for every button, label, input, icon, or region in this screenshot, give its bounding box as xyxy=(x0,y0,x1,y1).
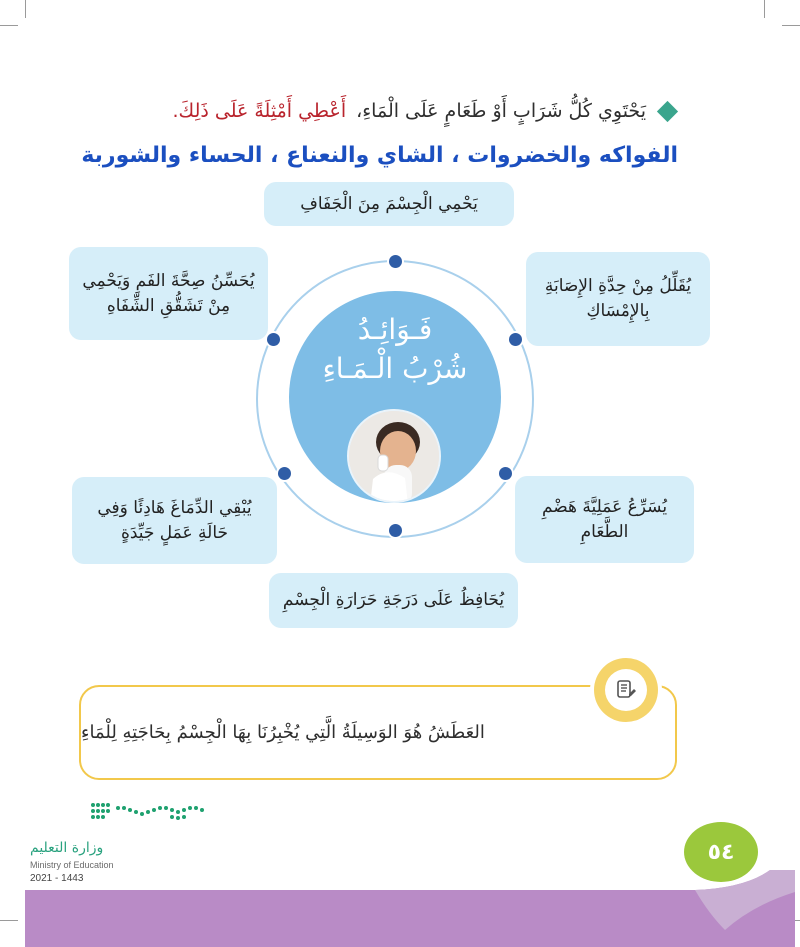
connector-dot-left-bottom xyxy=(278,467,291,480)
crop-mark-bottom-left-horizontal xyxy=(0,920,18,921)
benefit-text-right-top: يُقَلِّلُ مِنْ حِدَّةِ الإِصَابَةِ بِالإِمْسَاكِ xyxy=(544,276,692,321)
note-box xyxy=(79,685,677,780)
connector-dot-right-bottom xyxy=(499,467,512,480)
answer-text: الفواكه والخضروات ، الشاي والنعناع ، الحساء والشوربة xyxy=(81,143,678,168)
center-title-line-1: فَـوَائِـدُ xyxy=(357,313,433,346)
child-drinking-photo xyxy=(347,409,441,503)
question-line xyxy=(75,100,675,123)
crop-mark-top-right-vertical xyxy=(764,0,765,18)
connector-dot-top xyxy=(389,255,402,268)
ministry-year-text: 2021 - 1443 xyxy=(30,873,84,884)
note-text: العَطَشُ هُوَ الوَسِيلَةُ الَّتِي يُخْبِرُنَا بِهَا الْجِسْمُ بِحَاجَتِهِ لِلْمَاءِ xyxy=(81,722,485,743)
bottom-decorative-band xyxy=(25,870,795,947)
benefit-card-bottom xyxy=(269,573,518,628)
center-title xyxy=(300,310,490,388)
benefit-text-left-bottom: يُبْقِي الدِّمَاغَ هَادِئًا وَفِي حَالَةِ عَمَلٍ جَيِّدَةٍ xyxy=(97,497,252,543)
connector-dot-right-top xyxy=(509,333,522,346)
diamond-bullet-icon xyxy=(657,101,678,122)
crop-mark-top-right-horizontal xyxy=(782,25,800,26)
connector-dot-left-top xyxy=(267,333,280,346)
page-number: ٥٤ xyxy=(707,839,735,865)
ministry-dots-icon xyxy=(88,800,208,830)
benefit-text-top: يَحْمِي الْجِسْمَ مِنَ الْجَفَافِ xyxy=(300,193,478,214)
benefit-text-bottom: يُحَافِظُ عَلَى دَرَجَةِ حَرَارَةِ الْجِسْمِ xyxy=(282,590,505,611)
benefit-card-left-top xyxy=(69,247,268,340)
crop-mark-top-left-vertical xyxy=(25,0,26,18)
question-main-text: يَحْتَوِي كُلُّ شَرَابٍ أَوْ طَعَامٍ عَلَى الْمَاءِ، xyxy=(356,100,646,122)
benefit-card-top xyxy=(264,182,514,226)
question-highlight-text: أَعْطِي أَمْثِلَةً عَلَى ذَلِكَ. xyxy=(172,100,347,122)
ministry-english-text: Ministry of Education xyxy=(30,860,114,870)
notebook-icon-inner xyxy=(605,669,647,711)
center-title-line-2: شُرْبُ الْـمَـاءِ xyxy=(322,352,468,386)
connector-dot-bottom xyxy=(389,524,402,537)
ministry-arabic-text: وزارة التعليم xyxy=(30,840,104,856)
benefit-card-right-top xyxy=(526,252,710,346)
benefit-text-right-bottom: يُسَرِّعُ عَمَلِيَّةَ هَضْمِ الطَّعَامِ xyxy=(541,496,668,542)
benefit-card-right-bottom xyxy=(515,476,694,563)
benefit-card-left-bottom xyxy=(72,477,277,564)
crop-mark-top-left-horizontal xyxy=(0,25,18,26)
notebook-icon xyxy=(594,658,658,722)
benefit-text-left-top: يُحَسِّنُ صِحَّةَ الفَمِ وَيَحْمِي مِنْ تَشَقُّقِ الشِّفَاهِ xyxy=(82,270,255,316)
